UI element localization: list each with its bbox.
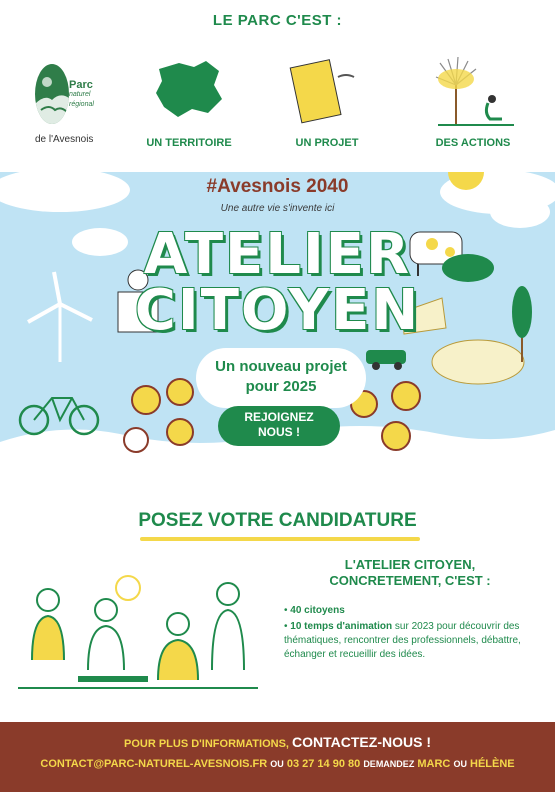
pillar-label-territoire: UN TERRITOIRE bbox=[146, 137, 232, 149]
tree-planting-icon bbox=[418, 55, 528, 130]
title-underline bbox=[140, 537, 420, 541]
footer bbox=[0, 722, 555, 792]
info-list bbox=[284, 604, 532, 664]
header-title: LE PARC C'EST : bbox=[212, 12, 343, 29]
logo-line-4: de l'Avesnois bbox=[35, 134, 94, 145]
contact-name-2: HÉLÈNE bbox=[470, 758, 515, 770]
meeting-illustration bbox=[18, 560, 258, 700]
title-line-1: ATELIER bbox=[143, 222, 412, 287]
charter-document-icon bbox=[272, 55, 382, 130]
info-item-2-bold: 10 temps d'animation bbox=[290, 621, 393, 632]
or-1: OU bbox=[270, 759, 284, 769]
park-logo bbox=[25, 62, 135, 152]
logo-line-3: régional bbox=[69, 101, 94, 108]
pillar-label-actions: DES ACTIONS bbox=[435, 137, 511, 149]
info-item-1: • 40 citoyens bbox=[284, 605, 345, 616]
email-link[interactable]: CONTACT@PARC-NATUREL-AVESNOIS.FR bbox=[40, 758, 268, 770]
or-2: OU bbox=[453, 759, 467, 769]
info-item-2-rest: sur 2023 pour découvrir des thématiques, rencontrer des professionnels, débattre, échanger et recueillir des idées. bbox=[284, 621, 521, 660]
join-us-bubble bbox=[218, 406, 340, 446]
logo-line-2: naturel bbox=[69, 91, 91, 98]
bubble-white-line-2: pour 2025 bbox=[245, 378, 317, 395]
pillar-label-projet: UN PROJET bbox=[295, 137, 359, 149]
pillar-projet bbox=[272, 55, 382, 155]
hashtag: #Avesnois 2040 bbox=[206, 176, 349, 197]
info-item-2: • 10 temps d'animation sur 2023 pour découvrir des thématiques, rencontrer des professionnels, débattre, échanger et recueillir des idées. bbox=[284, 621, 521, 660]
phone-link[interactable]: 03 27 14 90 80 bbox=[286, 758, 361, 770]
info-title-line-1: L'ATELIER CITOYEN, bbox=[344, 557, 476, 572]
footer-line-2 bbox=[0, 758, 555, 770]
pillar-actions bbox=[418, 55, 528, 155]
contact-us-label: CONTACTEZ-NOUS ! bbox=[292, 734, 431, 750]
info-title bbox=[300, 557, 520, 589]
footer-prefix: POUR PLUS D'INFORMATIONS, bbox=[124, 738, 289, 750]
footer-line-1 bbox=[0, 734, 555, 750]
bubble-green-line-1: REJOIGNEZ bbox=[244, 410, 314, 424]
logo-emblem-icon bbox=[35, 64, 69, 124]
new-project-bubble bbox=[196, 348, 366, 408]
bubble-green-line-2: NOUS ! bbox=[258, 425, 300, 439]
map-icon bbox=[134, 55, 244, 125]
logo-text bbox=[69, 80, 94, 110]
info-item-1-bold: 40 citoyens bbox=[290, 605, 345, 616]
candidature-title: POSEZ VOTRE CANDIDATURE bbox=[138, 510, 417, 531]
contact-name-1: MARC bbox=[417, 758, 451, 770]
bubble-white-line-1: Un nouveau projet bbox=[215, 358, 347, 375]
logo-line-1: Parc bbox=[69, 79, 93, 91]
title-line-2: CITOYEN bbox=[134, 278, 421, 343]
tagline: Une autre vie s'invente ici bbox=[220, 203, 335, 214]
ask-label: DEMANDEZ bbox=[363, 759, 415, 769]
info-title-line-2: CONCRETEMENT, C'EST : bbox=[329, 573, 491, 588]
pillar-territoire bbox=[134, 55, 244, 155]
